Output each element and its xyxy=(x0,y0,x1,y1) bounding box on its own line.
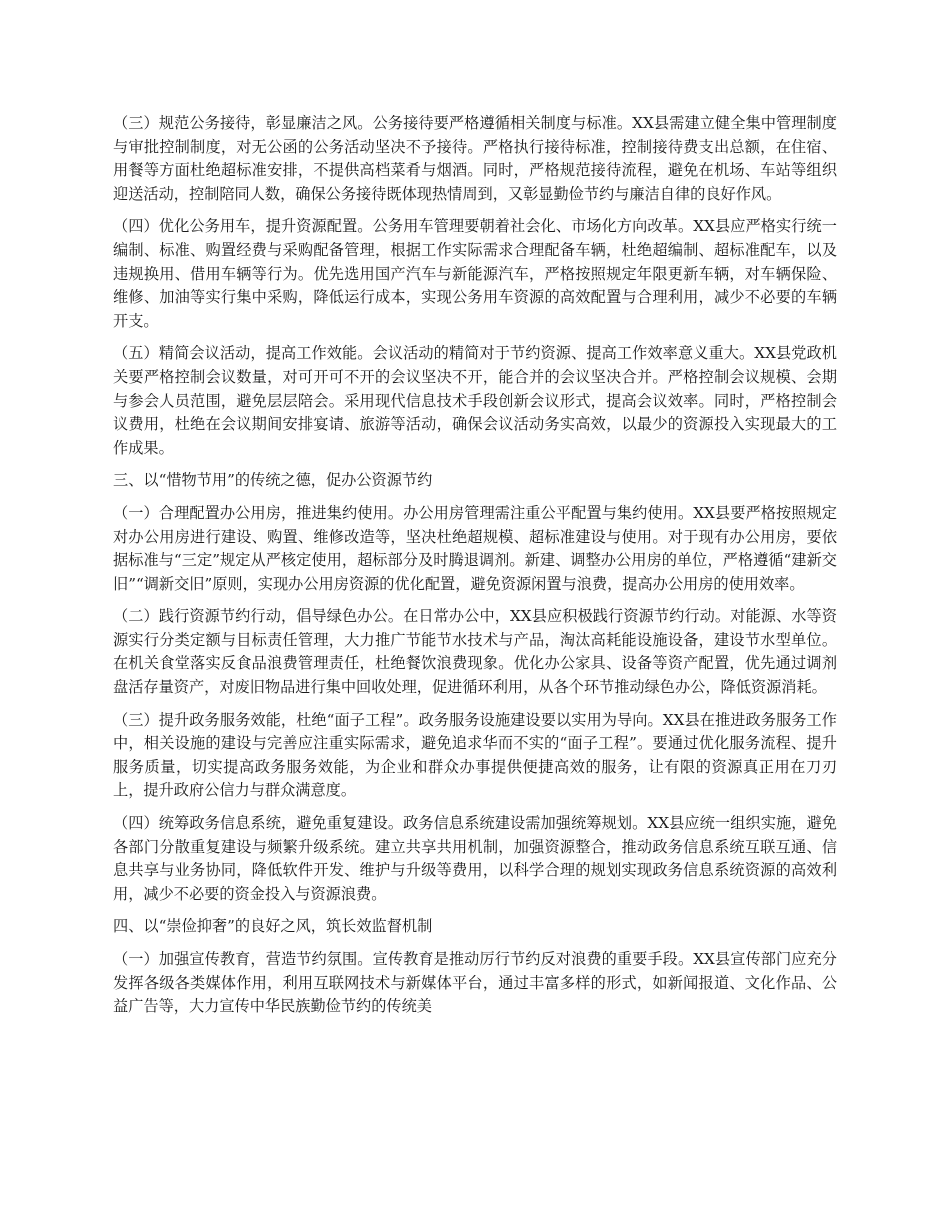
paragraph-official-vehicles: （四）优化公务用车，提升资源配置。公务用车管理要朝着社会化、市场化方向改革。XX县应严格实行统一编制、标准、购置经费与采购配备管理，根据工作实际需求合理配备车辆，杜绝超编制、超标准配车，以及违规换用、借用车辆等行为。优先选用国产汽车与新能源汽车，严格按照规定年限更新车辆，对车辆保险、维修、加油等实行集中采购，降低运行成本，实现公务用车资源的高效配置与合理利用，减少不必要的车辆开支。 xyxy=(113,217,837,330)
paragraph-government-services: （三）提升政务服务效能，杜绝“面子工程”。政务服务设施建设要以实用为导向。XX县在推进政务服务工作中，相关设施的建设与完善应注重实际需求，避免追求华而不实的“面子工程”。要通过优化服务流程、提升服务质量，切实提高政务服务效能，为企业和群众办事提供便捷高效的服务，让有限的资源真正用在刀刃上，提升政府公信力与群众满意度。 xyxy=(113,710,837,800)
paragraph-green-office: （二）践行资源节约行动，倡导绿色办公。在日常办公中，XX县应积极践行资源节约行动。对能源、水等资源实行分类定额与目标责任管理，大力推广节能节水技术与产品，淘汰高耗能设施设备，建设节水型单位。在机关食堂落实反食品浪费管理责任，杜绝餐饮浪费现象。优化办公家具、设备等资产配置，优先通过调剂盘活存量资产，对废旧物品进行集中回收处理，促进循环利用，从各个环节推动绿色办公，降低资源消耗。 xyxy=(113,607,837,697)
paragraph-publicity-education: （一）加强宣传教育，营造节约氛围。宣传教育是推动厉行节约反对浪费的重要手段。XX县宣传部门应充分发挥各级各类媒体作用，利用互联网技术与新媒体平台，通过丰富多样的形式，如新闻报道、文化作品、公益广告等，大力宣传中华民族勤俭节约的传统美 xyxy=(113,950,837,1016)
section-heading-4: 四、以“崇俭抑奢”的良好之风，筑长效监督机制 xyxy=(113,917,433,936)
paragraph-reception: （三）规范公务接待，彰显廉洁之风。公务接待要严格遵循相关制度与标准。XX县需建立健全集中管理制度与审批控制制度，对无公函的公务活动坚决不予接待。严格执行接待标准，控制接待费支出总额，在住宿、用餐等方面杜绝超标准安排，不提供高档菜肴与烟酒。同时，严格规范接待流程，避免在机场、车站等组织迎送活动，控制陪同人数，确保公务接待既体现热情周到，又彰显勤俭节约与廉洁自律的良好作风。 xyxy=(113,114,837,203)
paragraph-office-space: （一）合理配置办公用房，推进集约使用。办公用房管理需注重公平配置与集约使用。XX县要严格按照规定对办公用房进行建设、购置、维修改造等，坚决杜绝超规模、超标准建设与使用。对于现有办公用房，要依据标准与“三定”规定从严核定使用，超标部分及时腾退调剂。新建、调整办公用房的单位，严格遵循“建新交旧”“调新交旧”原则，实现办公用房资源的优化配置，避免资源闲置与浪费，提高办公用房的使用效率。 xyxy=(113,503,837,593)
section-heading-3: 三、以“惜物节用”的传统之德，促办公资源节约 xyxy=(113,471,433,490)
document-page xyxy=(113,112,837,1028)
paragraph-information-systems: （四）统筹政务信息系统，避免重复建设。政务信息系统建设需加强统筹规划。XX县应统一组织实施，避免各部门分散重复建设与频繁升级系统。建立共享共用机制，加强资源整合，推动政务信息系统互联互通、信息共享与业务协同，降低软件开发、维护与升级等费用，以科学合理的规划实现政务信息系统资源的高效利用，减少不必要的资金投入与资源浪费。 xyxy=(113,814,837,903)
paragraph-meetings: （五）精简会议活动，提高工作效能。会议活动的精简对于节约资源、提高工作效率意义重大。XX县党政机关要严格控制会议数量，对可开可不开的会议坚决不开，能合并的会议坚决合并。严格控制会议规模、会期与参会人员范围，避免层层陪会。采用现代信息技术手段创新会议形式，提高会议效率。同时，严格控制会议费用，杜绝在会议期间安排宴请、旅游等活动，确保会议活动务实高效，以最少的资源投入实现最大的工作成果。 xyxy=(113,344,837,457)
